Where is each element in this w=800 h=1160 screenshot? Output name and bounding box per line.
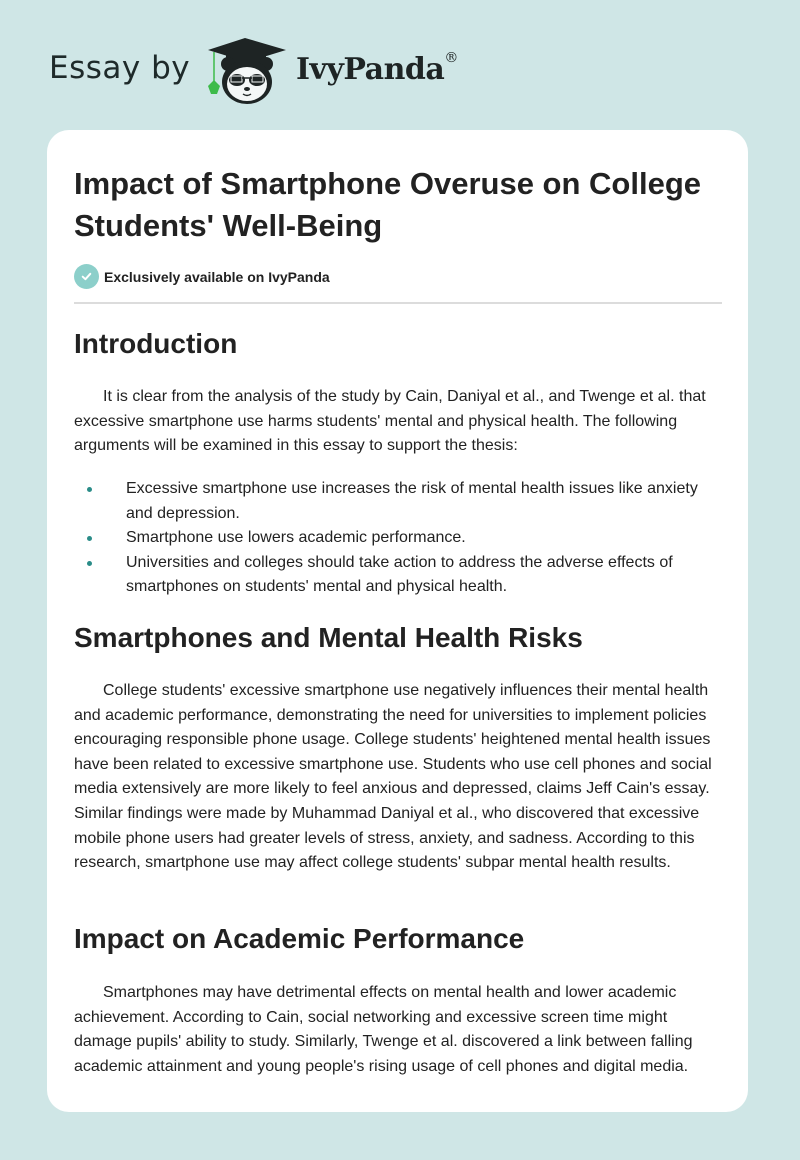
essay-by-label: Essay by bbox=[49, 50, 191, 86]
exclusive-badge bbox=[74, 264, 330, 289]
bullet-dot bbox=[87, 561, 92, 566]
list-item-text: Smartphone use lowers academic performance. bbox=[126, 529, 466, 547]
intro-paragraph: It is clear from the analysis of the study by Cain, Daniyal et al., and Twenge et al. that excessive smartphone use harms students' mental and physical health. The following arguments will be examined in this essay to support the thesis: bbox=[74, 388, 706, 455]
essay-card bbox=[47, 130, 748, 1112]
list-item bbox=[74, 551, 726, 600]
bullet-dot bbox=[87, 487, 92, 492]
title-divider bbox=[74, 302, 722, 304]
registered-mark: ® bbox=[444, 50, 458, 66]
panda-graduation-cap-icon[interactable] bbox=[202, 36, 292, 108]
page-title: Impact of Smartphone Overuse on College Students' Well-Being bbox=[74, 166, 702, 243]
mental-health-paragraph: College students' excessive smartphone use negatively influences their mental health and academic performance, demonstrating the need for universities to implement policies encouraging responsible phone usage. College students' heightened mental health issues have been related to excessive smartphone use. Students who use cell phones and social media extensively are more likely to feel anxious and depressed, claims Jeff Cain's essay. Similar findings were made by Muhammad Daniyal et al., who discovered that excessive mobile phone users had greater levels of stress, anxiety, and sadness. According to this research, smartphone use may affect college students' subpar mental health results. bbox=[74, 682, 712, 872]
list-item-text: Universities and colleges should take action to address the adverse effects of smartphones on students' mental and physical health. bbox=[126, 553, 673, 596]
academic-paragraph: Smartphones may have detrimental effects on mental health and lower academic achievement. According to Cain, social networking and excessive screen time might damage pupils' ability to study. Similarly, Twenge et al. discovered a link between falling academic attainment and young people's rising usage of cell phones and digital media. bbox=[74, 984, 693, 1075]
list-item-text: Excessive smartphone use increases the risk of mental health issues like anxiety and depression. bbox=[126, 480, 698, 522]
thesis-list bbox=[74, 477, 726, 600]
section-heading-introduction: Introduction bbox=[74, 328, 238, 359]
bullet-dot bbox=[87, 536, 92, 541]
check-circle-icon bbox=[74, 264, 99, 289]
badge-text: Exclusively available on IvyPanda bbox=[104, 268, 330, 285]
list-item bbox=[74, 526, 726, 551]
section-heading-academic-performance: Impact on Academic Performance bbox=[74, 923, 525, 954]
brand-name[interactable] bbox=[296, 52, 458, 87]
site-header bbox=[0, 0, 800, 130]
brand-text: IvyPanda bbox=[296, 52, 445, 87]
list-item bbox=[74, 477, 726, 526]
section-heading-mental-health: Smartphones and Mental Health Risks bbox=[74, 622, 583, 653]
